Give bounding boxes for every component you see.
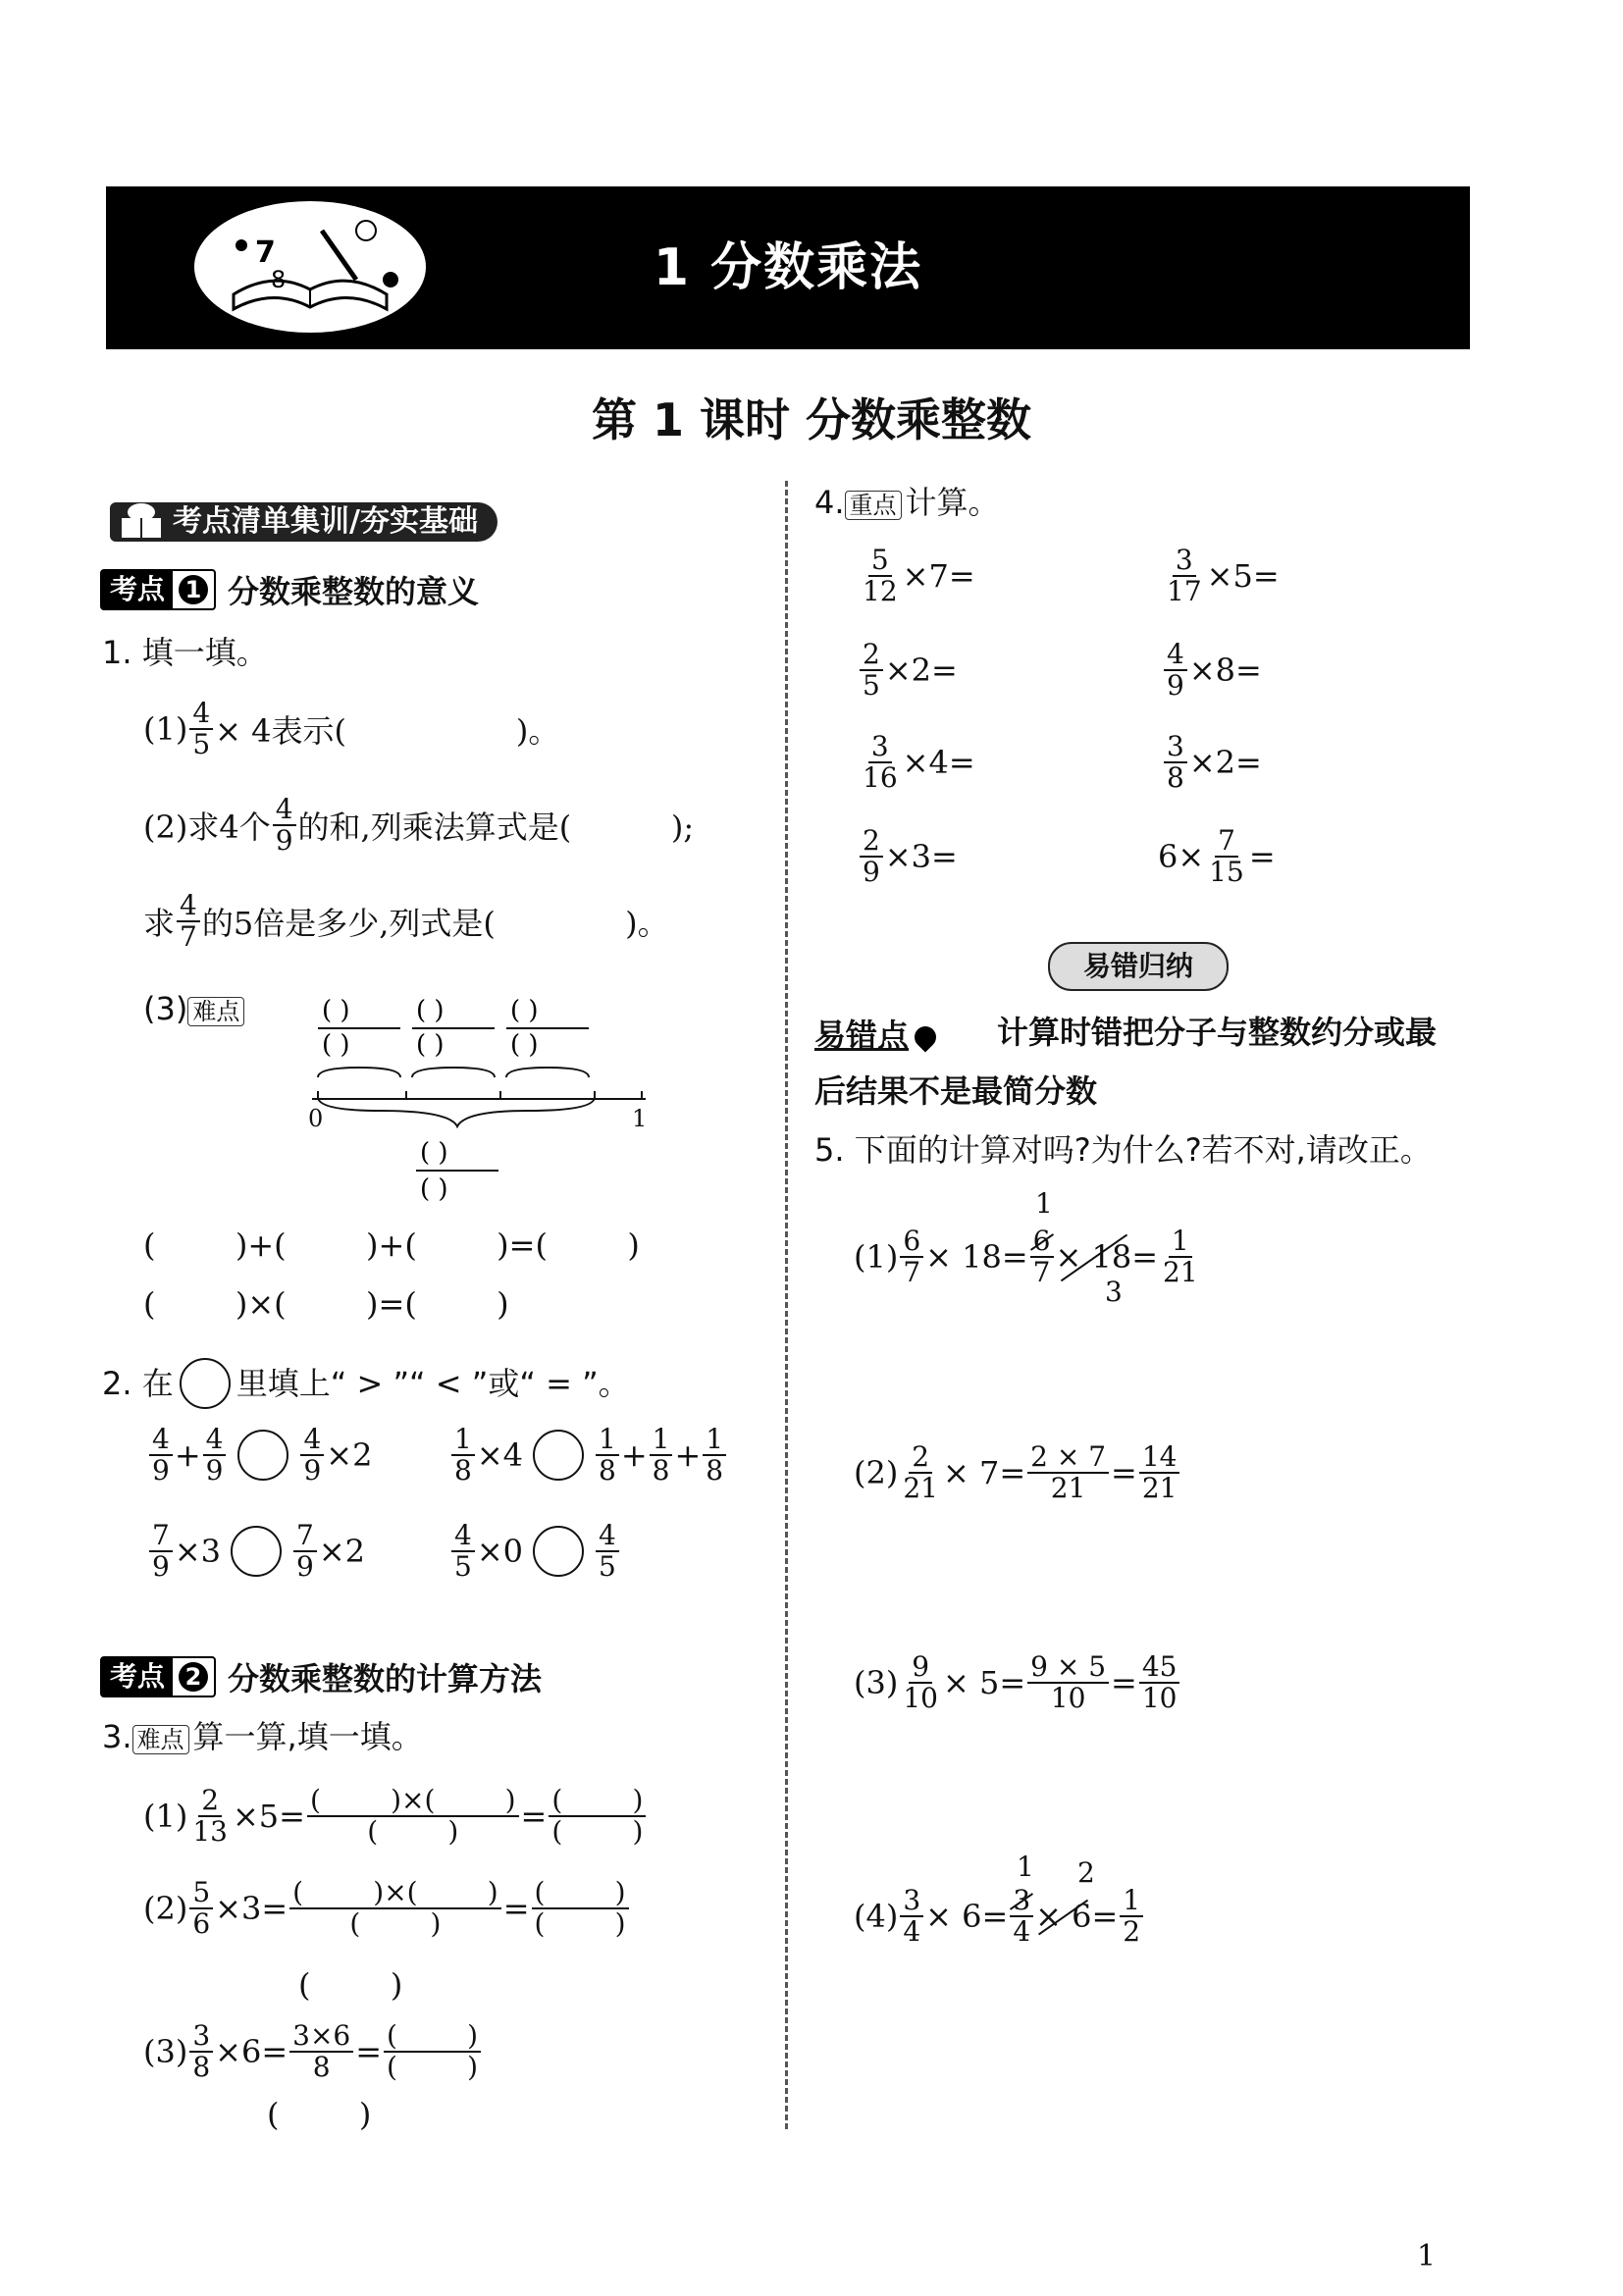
page-number: 1 bbox=[1417, 2239, 1437, 2273]
q3-part2: (2) $\frac{5}{6}$ ×3= $\frac{( )\times( )}{( )}$ = $\frac{( )}{( )}$ bbox=[143, 1878, 631, 1939]
q1-part3-label: (3) 难点 bbox=[143, 989, 248, 1031]
q4-item: $\frac{3}{17}$ ×5= bbox=[1167, 544, 1280, 607]
q2-row2b: $\frac{4}{5}$ ×0 $\frac{4}{5}$ bbox=[449, 1521, 621, 1582]
kp1-header bbox=[100, 567, 479, 612]
number-line-diagram bbox=[312, 989, 665, 1205]
mistake-text-2: 后结果不是最简分数 bbox=[814, 1072, 1098, 1110]
kp1-tag: 考点 1 bbox=[100, 569, 216, 610]
compare-circle[interactable] bbox=[533, 1430, 584, 1481]
svg-text:( ): ( ) bbox=[420, 1138, 448, 1168]
q5-d-cancel-top1: 1 bbox=[1017, 1851, 1034, 1883]
q4-item: $\frac{4}{9}$ ×8= bbox=[1162, 640, 1262, 701]
q5-part4: (4) $\frac{3}{4}$ × 6= $\frac{3}{4}$ × 6 = $\frac{1}{2}$ bbox=[854, 1886, 1145, 1947]
svg-text:( ): ( ) bbox=[322, 1030, 350, 1060]
q4-item: $\frac{3}{8}$ ×2= bbox=[1162, 732, 1262, 793]
svg-text:( ): ( ) bbox=[510, 996, 539, 1025]
q1-part2: (2)求4个 $\frac{4}{9}$ 的和,列乘法算式是( ); bbox=[143, 793, 695, 857]
q3-title: 3. 难点 算一算,填一填。 bbox=[102, 1718, 423, 1755]
section-banner bbox=[110, 502, 497, 542]
kp2-title: 分数乘整数的计算方法 bbox=[228, 1660, 543, 1697]
mistake-summary-pill: 易错归纳 bbox=[1048, 942, 1229, 991]
q4-item: $\frac{3}{16}$ ×4= bbox=[863, 730, 975, 794]
q1-eq1: ( )+( )+( )=( ) bbox=[143, 1226, 640, 1264]
q4-item: 6× $\frac{7}{15}$ = bbox=[1158, 824, 1276, 888]
svg-text:( ): ( ) bbox=[416, 1030, 445, 1060]
number-line-one: 1 bbox=[632, 1105, 648, 1132]
q2-row1a: $\frac{4}{9}$ + $\frac{4}{9}$ $\frac{4}{9}$ ×2 bbox=[147, 1425, 372, 1486]
mistake-text-1: 计算时错把分子与整数约分或最 bbox=[997, 1014, 1438, 1051]
book-icon bbox=[116, 502, 167, 552]
kp2-tag: 考点 2 bbox=[100, 1656, 216, 1697]
q5-a-cancel-top: 1 bbox=[1035, 1187, 1053, 1220]
chapter-banner bbox=[106, 186, 1470, 349]
lesson-title: 第 1 课时 分数乘整数 bbox=[591, 393, 1032, 446]
q3-part3-top-blank: ( ) bbox=[298, 1966, 403, 2004]
q5-title: 5. 下面的计算对吗?为什么?若不对,请改正。 bbox=[814, 1131, 1432, 1169]
q5-part3: (3) $\frac{9}{10}$ × 5= $\frac{9 \times 5}{10}$ = $\frac{45}{10}$ bbox=[854, 1652, 1181, 1713]
kp2-header bbox=[100, 1654, 542, 1699]
svg-text:( ): ( ) bbox=[322, 996, 350, 1025]
q5-part2: (2) $\frac{2}{21}$ × 7= $\frac{2 \times 7}{21}$ = $\frac{14}{21}$ bbox=[854, 1442, 1181, 1503]
q2-row1b: $\frac{1}{8}$ ×4 $\frac{1}{8}$ + $\frac{1}{8}$ + $\frac{1}{8}$ bbox=[449, 1425, 728, 1486]
blank-circle-icon bbox=[180, 1358, 231, 1409]
q4-item: $\frac{2}{9}$ ×3= bbox=[858, 826, 958, 887]
svg-text:7: 7 bbox=[255, 235, 276, 270]
q1-part2b: 求 $\frac{4}{7}$ 的5倍是多少,列式是( )。 bbox=[143, 889, 669, 953]
q4-title: 4. 重点 计算。 bbox=[814, 484, 1000, 521]
q1-part1: (1) $\frac{4}{5}$ × 4表示( )。 bbox=[143, 697, 560, 760]
q2-row2a: $\frac{7}{9}$ ×3 $\frac{7}{9}$ ×2 bbox=[147, 1521, 365, 1582]
section-label: 考点清单集训/夯实基础 bbox=[173, 504, 478, 539]
q5-d-cancel-top2: 2 bbox=[1077, 1856, 1095, 1889]
kp1-title: 分数乘整数的意义 bbox=[228, 573, 480, 610]
q3-part3: (3) $\frac{3}{8}$ ×6= $\frac{3\times 6}{8}$ = $\frac{( )}{( )}$ bbox=[143, 2021, 483, 2082]
q5-a-cancel-bottom: 3 bbox=[1105, 1276, 1123, 1308]
svg-text:8: 8 bbox=[271, 266, 287, 293]
q3-part3-bottom-blank: ( ) bbox=[267, 2096, 372, 2133]
compare-circle[interactable] bbox=[231, 1526, 282, 1577]
q4-item: $\frac{2}{5}$ ×2= bbox=[858, 640, 958, 701]
q3-part1: (1) $\frac{2}{13}$ ×5= $\frac{( )\times( )}{( )}$ = $\frac{( )}{( )}$ bbox=[143, 1786, 648, 1847]
svg-text:( ): ( ) bbox=[416, 996, 445, 1025]
q5-part1: (1) $\frac{6}{7}$ × 18= $\frac{6}{7}$ × 18 = $\frac{1}{21}$ bbox=[854, 1225, 1198, 1288]
q1-eq2: ( )×( )=( ) bbox=[143, 1285, 509, 1323]
drop-icon bbox=[910, 1021, 940, 1052]
chapter-title: 1 分数乘法 bbox=[653, 238, 923, 297]
svg-text:( ): ( ) bbox=[510, 1030, 539, 1060]
compare-circle[interactable] bbox=[237, 1430, 288, 1481]
q2-title: 2. 在 里填上“ > ”“ < ”或“ = ”。 bbox=[102, 1358, 630, 1409]
column-divider bbox=[785, 481, 788, 2129]
q1-title: 1. 填一填。 bbox=[102, 634, 268, 671]
compare-circle[interactable] bbox=[533, 1526, 584, 1577]
q4-item: $\frac{5}{12}$ ×7= bbox=[863, 544, 975, 607]
svg-text:( ): ( ) bbox=[420, 1174, 448, 1204]
number-line-zero: 0 bbox=[308, 1105, 324, 1132]
mistake-label: 易错点 bbox=[814, 1011, 936, 1056]
